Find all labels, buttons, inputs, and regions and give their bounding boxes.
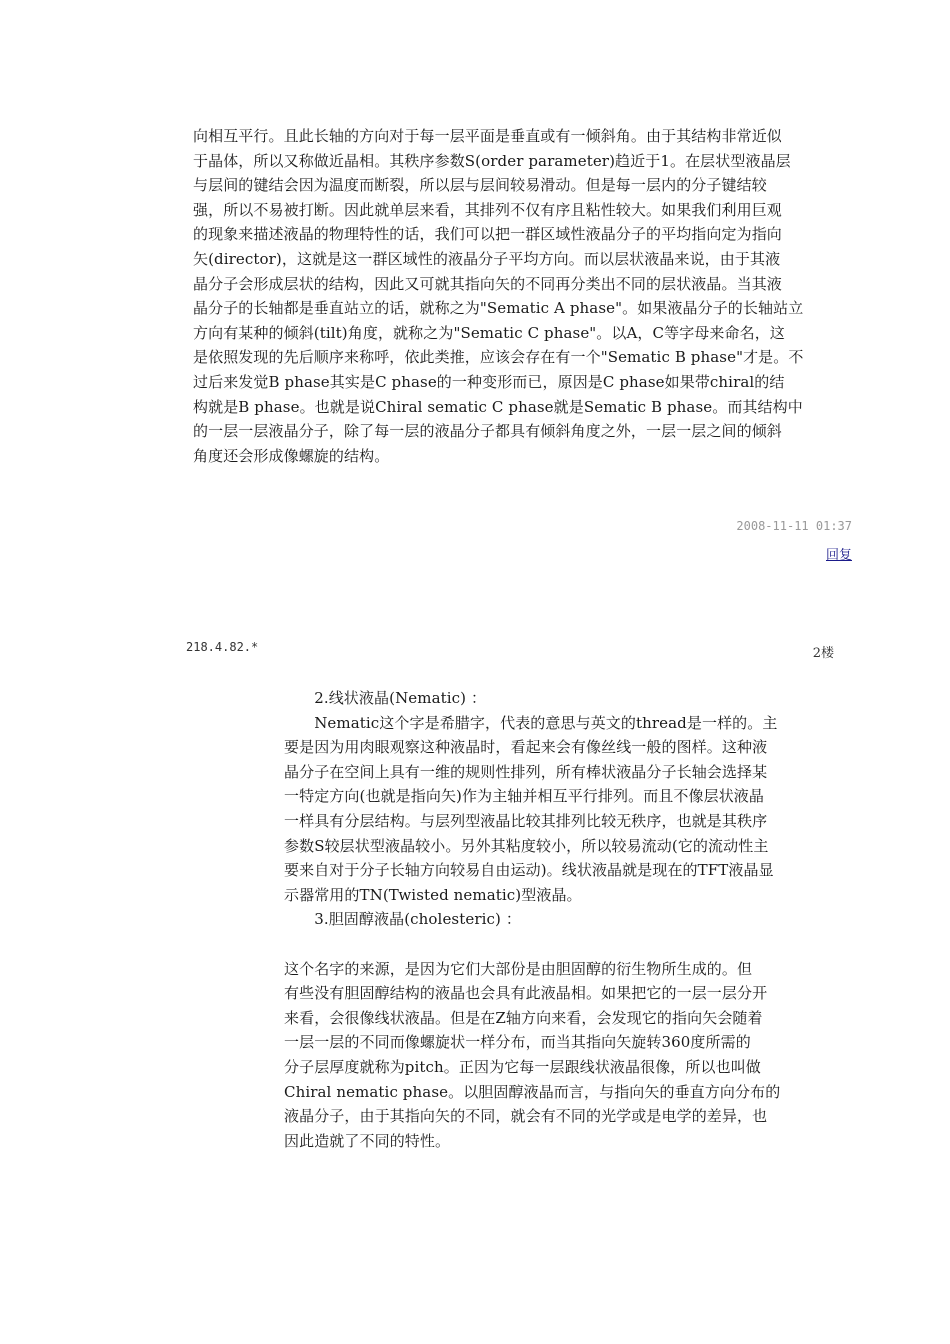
post-1-line: 的一层一层液晶分子，除了每一层的液晶分子都具有倾斜角度之外，一层一层之间的倾斜 xyxy=(193,422,782,441)
post-1-line: 晶分子会形成层状的结构，因此又可就其指向矢的不同再分类出不同的层状液晶。当其液 xyxy=(193,274,782,293)
post-1-line: 向相互平行。且此长轴的方向对于每一层平面是垂直或有一倾斜角。由于其结构非常近似 xyxy=(193,127,782,145)
post-2-line: 示器常用的TN(Twisted nematic)型液晶。 xyxy=(284,885,582,904)
post-1-line: 的现象来描述液晶的物理特性的话，我们可以把一群区域性液晶分子的平均指向定为指向 xyxy=(193,225,782,244)
post-1-line: 晶分子的长轴都是垂直站立的话，就称之为"Sematic A phase"。如果液晶分子的长轴站立 xyxy=(193,299,804,318)
post-2-line: 分子层厚度就称为pitch。正因为它每一层跟线状液晶很像，所以也叫做 xyxy=(284,1057,761,1076)
post-2-line: 要来自对于分子长轴方向较易自由运动)。线状液晶就是现在的TFT液晶显 xyxy=(284,861,774,880)
post-2-body xyxy=(284,686,844,1153)
post-1-line: 角度还会形成像螺旋的结构。 xyxy=(193,446,390,465)
post-1-line: 与层间的键结会因为温度而断裂，所以层与层间较易滑动。但是每一层内的分子键结较 xyxy=(193,176,767,195)
post-1-timestamp: 2008-11-11 01:37 xyxy=(736,519,852,533)
post-2-line: 晶分子在空间上具有一维的规则性排列，所有棒状液晶分子长轴会选择某 xyxy=(284,762,768,781)
poster-ip: 218.4.82.* xyxy=(186,640,259,654)
post-2-line: 一层一层的不同而像螺旋状一样分布，而当其指向矢旋转360度所需的 xyxy=(284,1033,751,1052)
post-1-line: 过后来发觉B phase其实是C phase的一种变形而已，原因是C phase如果带chiral的结 xyxy=(193,372,785,391)
post-2-line: Nematic这个字是希腊字，代表的意思与英文的thread是一样的。主 xyxy=(284,713,778,732)
post-1-line: 构就是B phase。也就是说Chiral sematic C phase就是Sematic B phase。而其结构中 xyxy=(193,397,803,416)
floor-number: 2楼 xyxy=(812,646,834,661)
post-2-line: 液晶分子，由于其指向矢的不同，就会有不同的光学或是电学的差异，也 xyxy=(284,1107,768,1126)
post-2-line: 一特定方向(也就是指向矢)作为主轴并相互平行排列。而且不像层状液晶 xyxy=(284,787,765,806)
post-2-line: Chiral nematic phase。以胆固醇液晶而言，与指向矢的垂直方向分布的 xyxy=(284,1082,781,1101)
post-1-line: 强，所以不易被打断。因此就单层来看，其排列不仅有序且粘性较大。如果我们利用巨观 xyxy=(193,200,782,219)
nematic-heading: 2.线状液晶(Nematic) ： xyxy=(284,689,487,707)
post-2-line: 有些没有胆固醇结构的液晶也会具有此液晶相。如果把它的一层一层分开 xyxy=(284,984,768,1003)
post-2-line: 一样具有分层结构。与层列型液晶比较其排列比较无秩序，也就是其秩序 xyxy=(284,811,768,830)
post-2-line: 参数S较层状型液晶较小。另外其粘度较小，所以较易流动(它的流动性主 xyxy=(284,836,769,855)
post-2-line: 要是因为用肉眼观察这种液晶时，看起来会有像丝线一般的图样。这种液 xyxy=(284,738,768,757)
post-2-line: 这个名字的来源，是因为它们大部份是由胆固醇的衍生物所生成的。但 xyxy=(284,959,753,978)
paragraph-gap xyxy=(284,932,844,957)
post-1-line: 矢(director)，这就是这一群区域性的液晶分子平均方向。而以层状液晶来说，由于其液 xyxy=(193,249,781,268)
reply-link[interactable]: 回复 xyxy=(825,548,852,563)
post-2-line: 因此造就了不同的特性。 xyxy=(284,1131,451,1150)
post-1-line: 于晶体，所以又称做近晶相。其秩序参数S(order parameter)趋近于1。在层状型液晶层 xyxy=(193,151,791,170)
post-1-line: 是依照发现的先后顺序来称呼，依此类推，应该会存在有一个"Sematic B phase"才是。不 xyxy=(193,348,804,367)
post-2-line: 来看，会很像线状液晶。但是在Z轴方向来看，会发现它的指向矢会随着 xyxy=(284,1008,763,1027)
post-1-body xyxy=(193,124,863,468)
cholesteric-heading: 3.胆固醇液晶(cholesteric) ： xyxy=(284,910,521,929)
post-1-line: 方向有某种的倾斜(tilt)角度，就称之为"Sematic C phase"。以A，C等字母来命名，这 xyxy=(193,323,785,342)
